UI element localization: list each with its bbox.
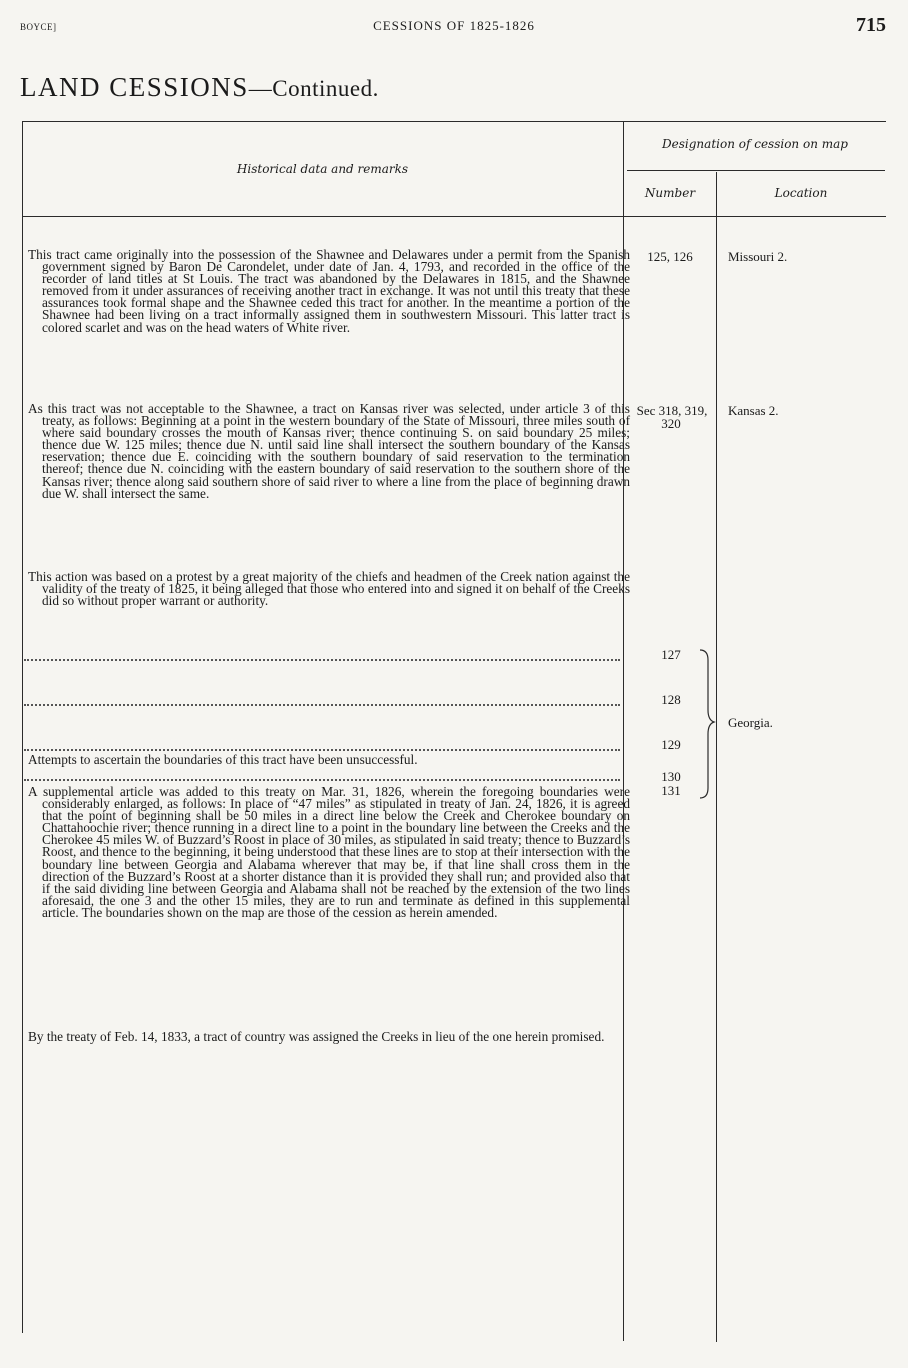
cession-number: 130 <box>661 769 681 784</box>
dotted-leader <box>24 779 620 781</box>
number-column-rule <box>716 172 717 1342</box>
dotted-leader <box>24 704 620 706</box>
remarks-paragraph-kansas-tract: As this tract was not acceptable to the Shawnee, a tract on Kansas river was selected, under article 3 of this treaty, as follows: Beginning at a point in the western boundary of the State of Missouri, three miles south of where said boundary crosses the mouth of Kansas river; thence continuing S. on said boundary 25 miles; thence due W. 125 miles; thence due N. until said line shall intersect the southern boundary of the Kansas reservation; thence due E. coinciding with the southern boundary of said reservation to the termination thereof; thence due N. coinciding with the eastern boundary of said reservation to the southern shore of the Kansas river; thence along said southern shore of said river to where a line from the place of beginning drawn due W. shall intersect the same. <box>28 401 630 501</box>
remarks-paragraph-boundaries-unknown: Attempts to ascertain the boundaries of this tract have been unsuccessful. <box>28 752 418 767</box>
cession-number: 125, 126 <box>647 249 693 264</box>
remarks-paragraph-creek-protest: This action was based on a protest by a great majority of the chiefs and headmen of the Creek nation against the validity of the treaty of 1825, it being alleged that those who entered into and signed it on behalf of the Creeks did so without proper warrant or authority. <box>28 569 630 609</box>
cession-number: Sec 318, 319, <box>636 403 708 418</box>
cession-number: 129 <box>661 737 681 752</box>
header-bottom-rule <box>22 216 886 217</box>
table-left-rule <box>22 121 23 1333</box>
location-georgia: Georgia. <box>728 715 773 730</box>
table-top-rule <box>22 121 886 122</box>
cession-number: 320 <box>661 416 681 431</box>
cession-number: 131 <box>661 783 681 798</box>
remarks-paragraph-treaty-1833: By the treaty of Feb. 14, 1833, a tract of country was assigned the Creeks in lieu of the one herein promised. <box>28 1029 605 1044</box>
designation-column-header: Designation of cession on map <box>662 137 848 151</box>
location-missouri: Missouri 2. <box>728 249 788 264</box>
running-head-author: BOYCE] <box>20 22 57 32</box>
remarks-paragraph-supplemental-article: A supplemental article was added to this treaty on Mar. 31, 1826, wherein the foregoing boundaries were considerably enlarged, as follows: In place of “47 miles” as stipulated in treaty of Jan. 24, 1826, it is agreed that the point of beginning shall be 50 miles in a direct line below the Creek and Cherokee boundary on Chattahoochie river; thence running in a direct line to a point in the boundary line between the Creeks and the Cherokee 45 miles W. of Buzzard’s Roost in place of 30 miles, as stipulated in said treaty; thence to Buzzard’s Roost, and thence to the beginning, it being understood that these lines are to stop at their intersection with the boundary line between Georgia and Alabama wherever that may be, if that line shall cross them in the direction of the Buzzard’s Roost at a shorter distance than it is provided they shall run; and provided also that if the said dividing line between Georgia and Alabama shall not be reached by the extension of the two lines aforesaid, the one 3 and the other 15 miles, they are to run and terminate as defined in this supplemental article. The boundaries shown on the map are those of the cession as herein amended. <box>28 784 630 920</box>
cession-number: 127 <box>661 647 681 662</box>
dotted-leader <box>24 749 620 751</box>
running-head-title: CESSIONS OF 1825-1826 <box>373 18 535 33</box>
page-number: 715 <box>856 14 886 36</box>
title-continued: —Continued. <box>248 76 379 101</box>
remarks-column-header: Historical data and remarks <box>236 162 409 176</box>
title-main: LAND CESSIONS <box>20 72 249 102</box>
dotted-leader <box>24 659 620 661</box>
page-title <box>20 72 379 103</box>
location-kansas: Kansas 2. <box>728 403 779 418</box>
grouping-brace <box>696 648 716 800</box>
cession-number: 128 <box>661 692 681 707</box>
location-column-header: Location <box>774 186 828 200</box>
number-column-header: Number <box>644 186 696 200</box>
remarks-paragraph-shawnee-origin: This tract came originally into the possession of the Shawnee and Delawares under a permit from the Spanish government signed by Baron De Carondelet, under date of Jan. 4, 1793, and recorded in the office of the recorder of land titles at St Louis. The tract was abandoned by the Delawares in 1815, and the Shawnee removed from it under assurances of receiving another tract in exchange. It was not until this treaty that these assurances took formal shape and the Shawnee ceded this tract for another. In the meantime a portion of the Shawnee had been living on a tract informally assigned them in southwestern Missouri. This latter tract is colored scarlet and was on the head waters of White river. <box>28 247 630 335</box>
designation-rule <box>627 170 885 171</box>
